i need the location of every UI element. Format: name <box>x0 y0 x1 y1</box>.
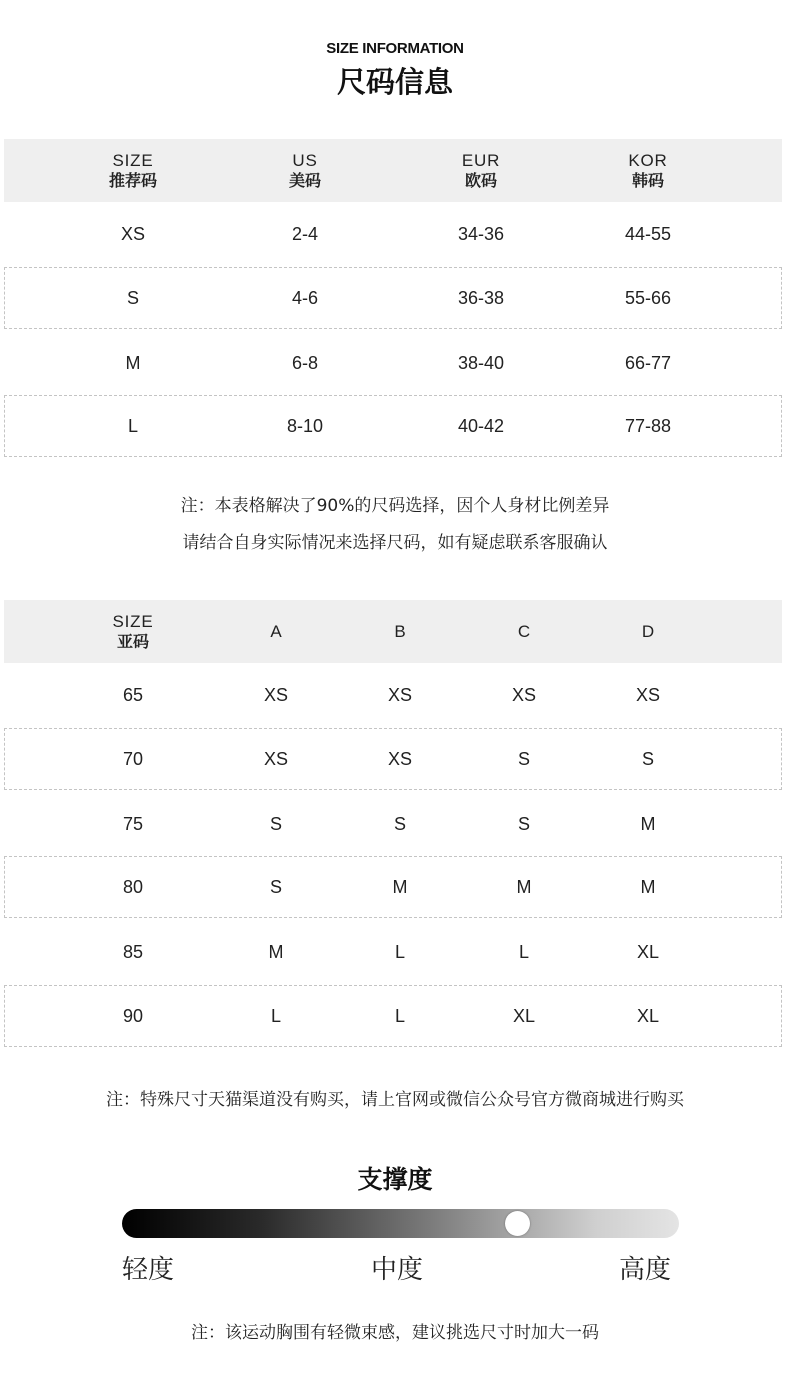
header-cup-b <box>394 600 405 663</box>
cell-cup-d: XL <box>636 941 660 962</box>
cell-kor: 77-88 <box>624 415 672 436</box>
cell-us: 4-6 <box>291 287 319 308</box>
cell-kor: 66-77 <box>624 352 672 373</box>
header-asia-size <box>113 600 154 663</box>
header-cup-d <box>642 600 654 663</box>
note-fit-advice: 注：该运动胸围有轻微束感，建议挑选尺寸时加大一码 <box>191 1323 599 1343</box>
header-cup-a-label: A <box>270 621 282 641</box>
header-kor-en: KOR <box>628 150 668 170</box>
table-row <box>4 856 782 918</box>
header-asia-size-cn: 亚码 <box>116 631 149 651</box>
cell-eur: 40-42 <box>457 415 505 436</box>
note-size-accuracy-line1: 注：本表格解决了90%的尺码选择，因个人身材比例差异 <box>180 496 610 516</box>
table-row <box>4 395 782 457</box>
cell-cup-a: M <box>268 941 284 962</box>
header-size <box>109 139 157 202</box>
header-eur-en: EUR <box>461 150 501 170</box>
table-row <box>4 728 782 790</box>
header-cup-b-label: B <box>394 621 406 641</box>
support-level-title: 支撑度 <box>357 1165 433 1194</box>
header-asia-size-en: SIZE <box>112 611 154 631</box>
header-cup-a <box>270 600 281 663</box>
cell-size: S <box>126 287 140 308</box>
table-row <box>4 793 782 855</box>
header-cup-c <box>518 600 530 663</box>
support-level-light: 轻度 <box>122 1255 175 1285</box>
support-level-bar <box>122 1209 679 1238</box>
cell-us: 2-4 <box>291 223 319 244</box>
cell-cup-b: L <box>394 1005 406 1026</box>
table-header-row <box>4 600 782 663</box>
header-size-cn: 推荐码 <box>108 170 158 190</box>
table-row <box>4 267 782 329</box>
header-us-en: US <box>292 150 318 170</box>
cell-band: 70 <box>122 748 144 769</box>
cell-cup-b: XS <box>387 748 413 769</box>
note-size-accuracy-line2: 请结合自身实际情况来选择尺码，如有疑虑联系客服确认 <box>182 533 608 553</box>
table-row <box>4 664 782 726</box>
header-cup-c-label: C <box>517 621 531 641</box>
cell-cup-a: S <box>269 876 283 897</box>
cell-cup-c: S <box>517 748 531 769</box>
cell-eur: 36-38 <box>457 287 505 308</box>
support-level-indicator <box>505 1211 530 1236</box>
cell-size: XS <box>120 223 146 244</box>
size-conversion-table <box>4 139 782 458</box>
table-row <box>4 332 782 394</box>
cell-band: 80 <box>122 876 144 897</box>
cell-cup-a: XS <box>263 684 289 705</box>
cup-size-table <box>4 600 782 1048</box>
table-row <box>4 203 782 265</box>
header-cup-d-label: D <box>641 621 655 641</box>
cell-cup-d: XS <box>635 684 661 705</box>
table-row <box>4 921 782 983</box>
header-kor <box>628 139 667 202</box>
header-us-cn: 美码 <box>288 170 322 190</box>
table-header-row <box>4 139 782 202</box>
cell-size: M <box>125 352 141 373</box>
cell-eur: 38-40 <box>457 352 505 373</box>
cell-cup-b: L <box>394 941 406 962</box>
cell-cup-c: L <box>518 941 530 962</box>
header-size-en: SIZE <box>112 150 154 170</box>
table-row <box>4 985 782 1047</box>
cell-cup-d: XL <box>636 1005 660 1026</box>
cell-cup-b: XS <box>387 684 413 705</box>
cell-cup-c: S <box>517 813 531 834</box>
cell-band: 90 <box>122 1005 144 1026</box>
cell-cup-d: M <box>640 813 656 834</box>
support-level-high: 高度 <box>619 1255 672 1285</box>
cell-kor: 44-55 <box>624 223 672 244</box>
cell-us: 6-8 <box>291 352 319 373</box>
note-special-sizes: 注：特殊尺寸天猫渠道没有购买，请上官网或微信公众号官方微商城进行购买 <box>106 1090 684 1110</box>
cell-cup-a: L <box>270 1005 282 1026</box>
cell-band: 85 <box>122 941 144 962</box>
cell-cup-a: S <box>269 813 283 834</box>
title-chinese: 尺码信息 <box>336 65 453 99</box>
title-english: SIZE INFORMATION <box>326 40 464 57</box>
cell-cup-a: XS <box>263 748 289 769</box>
header-us <box>289 139 321 202</box>
cell-kor: 55-66 <box>624 287 672 308</box>
cell-size: L <box>127 415 139 436</box>
support-level-medium: 中度 <box>371 1255 424 1285</box>
header-eur <box>462 139 500 202</box>
cell-band: 75 <box>122 813 144 834</box>
cell-cup-d: M <box>640 876 656 897</box>
cell-cup-d: S <box>641 748 655 769</box>
cell-cup-c: XS <box>511 684 537 705</box>
cell-us: 8-10 <box>286 415 324 436</box>
cell-band: 65 <box>122 684 144 705</box>
cell-cup-c: M <box>516 876 532 897</box>
cell-cup-b: S <box>393 813 407 834</box>
header-eur-cn: 欧码 <box>464 170 498 190</box>
cell-eur: 34-36 <box>457 223 505 244</box>
cell-cup-c: XL <box>512 1005 536 1026</box>
header-kor-cn: 韩码 <box>631 170 664 190</box>
cell-cup-b: M <box>392 876 408 897</box>
